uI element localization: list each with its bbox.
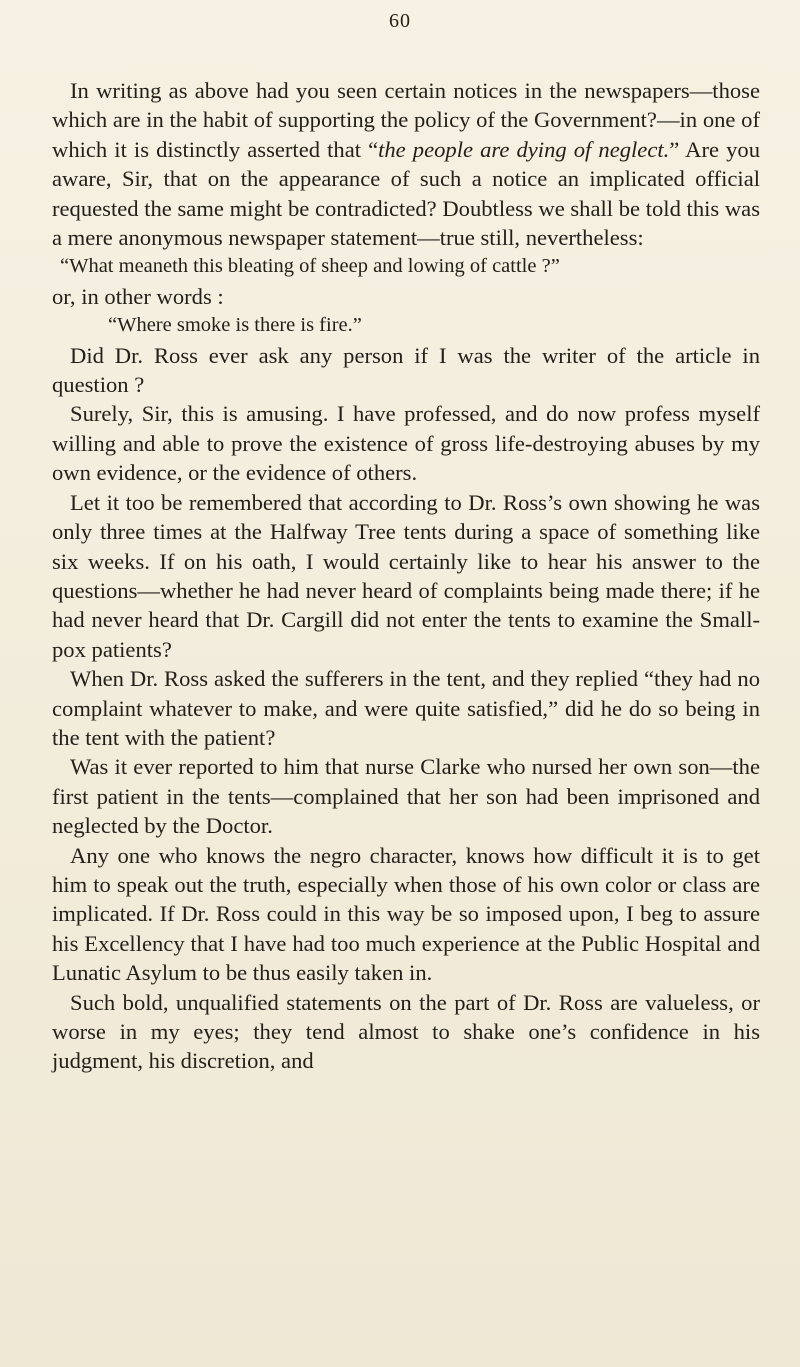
paragraph-6: Was it ever reported to him that nurse Clarke who nursed her own son—the first patient in the tents—complained that her son had been imprisoned and neglected by the Doctor. xyxy=(52,754,760,839)
paragraph-7: Any one who knows the negro character, knows how difficult it is to get him to speak out the truth, especially when those of his own color or class are implicated. If Dr. Ross could in this way be so imposed upon, I beg to assure his Excellency that I have had too much experience at the Public Hospital and Lunatic Asylum to be thus easily taken in. xyxy=(52,842,760,986)
quoted-phrase: the people are dying of neglect. xyxy=(378,136,670,162)
paragraph-4: Let it too be remembered that according to Dr. Ross’s own showing he was only three times at the Halfway Tree tents during a space of something like six weeks. If on his oath, I would certainly like to hear his answer to the questions—whether he had never heard of complaints being made there; if he had never heard that Dr. Cargill did not enter the tents to examine the Small-pox patients? xyxy=(52,489,760,662)
quotation-smoke: “Where smoke is there is fire.” xyxy=(108,314,362,337)
paragraph-8: Such bold, unqualified statements on the part of Dr. Ross are valueless, or worse in my eyes; they tend almost to shake one’s confidence in his judgment, his discretion, and xyxy=(52,989,760,1074)
paragraph-1-start: In writing as above had you seen certain notices in the newspapers—those which are in the habit of supporting the policy of the Government?—in one of which it is distinctly asserted that “ xyxy=(52,78,760,162)
page-number: 60 xyxy=(389,10,411,32)
paragraph-2: Did Dr. Ross ever ask any person if I was the writer of the article in question ? xyxy=(52,342,760,398)
quotation-bleating: “What meaneth this bleating of sheep and lowing of cattle ?” xyxy=(60,255,560,278)
body-text xyxy=(52,76,760,1076)
paragraph-3: Surely, Sir, this is amusing. I have professed, and do now profess myself willing and able to prove the existence of gross life-destroying abuses by my own evidence, or the evidence of others. xyxy=(52,401,760,486)
paragraph-1-end: ” Are you aware, Sir, that on the appearance of such a notice an implicated official requested the same might be contradicted? Doubtless we shall be told this was a mere anonymous newspaper statement—true still, nevertheless: xyxy=(52,136,760,251)
paragraph-1 xyxy=(52,76,760,252)
paragraph-5: When Dr. Ross asked the sufferers in the tent, and they replied “they had no complaint whatever to make, and were quite satisfied,” did he do so being in the tent with the patient? xyxy=(52,666,760,750)
or-in-other-words: or, in other words : xyxy=(52,283,224,309)
